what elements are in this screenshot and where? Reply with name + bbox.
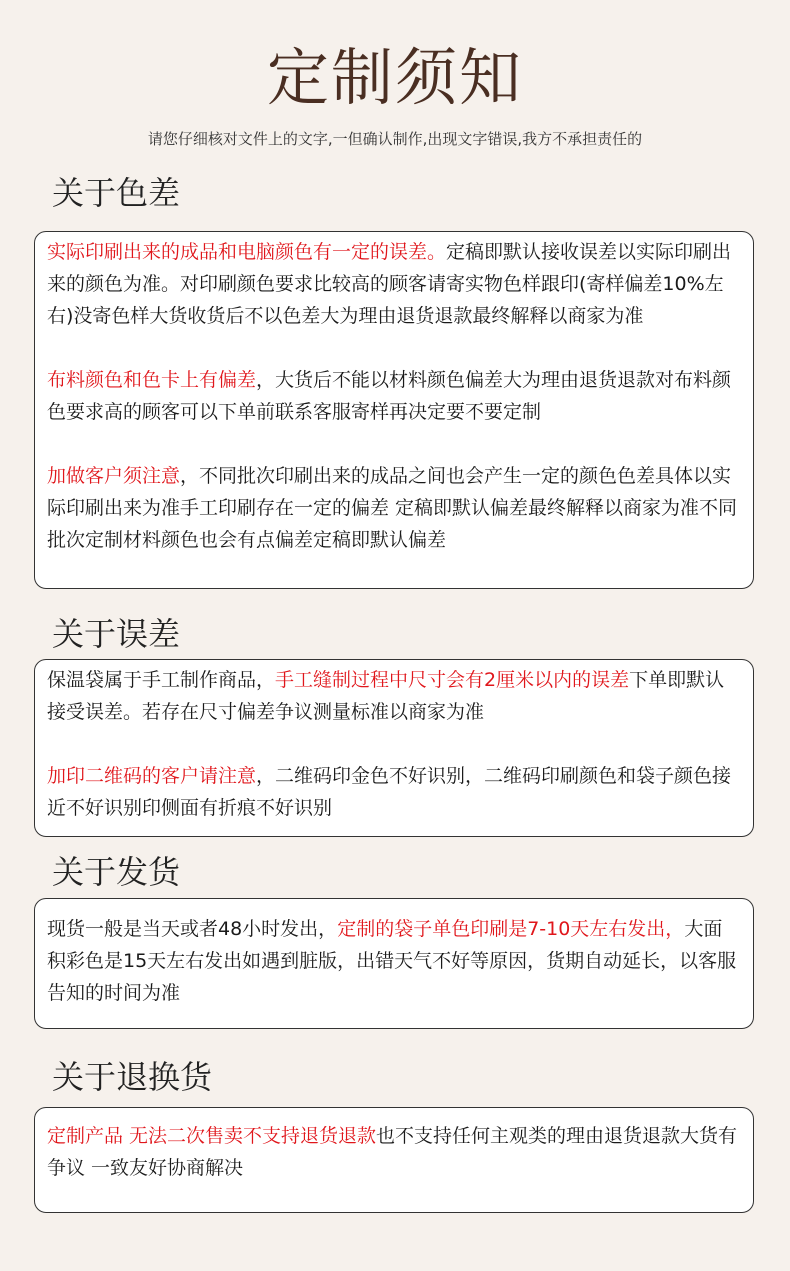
body-text: ，二维码印金色不好识别，二维码印刷颜色和袋子颜色接近不好识别印侧面有折痕不好识别 bbox=[47, 765, 732, 819]
highlight-text: 布料颜色和色卡上有偏差 bbox=[47, 369, 257, 391]
page-title: 定制须知 bbox=[266, 41, 523, 114]
highlight-text: 手工缝制过程中尺寸会有2厘米以内的误差 bbox=[275, 669, 630, 691]
body-text: ，不同批次印刷出来的成品之间也会产生一定的颜色色差具体以实际印刷出来为准手工印刷存在一定的偏差 定稿即默认偏差最终解释以商家为准不同批次定制材料颜色也会有点偏差定稿即默认偏差 bbox=[47, 465, 738, 551]
body-text: 定稿即默认接收误差以实际印刷出来的颜色为准。对印刷颜色要求比较高的顾客请寄实物色样跟印(寄样偏差10%左右)没寄色样大货收货后不以色差大为理由退货退款最终解释以商家为准 bbox=[47, 241, 732, 327]
returns-paragraph bbox=[47, 1120, 741, 1184]
body-text: 保温袋属于手工制作商品， bbox=[47, 669, 276, 691]
returns-box bbox=[34, 1107, 754, 1213]
size-error-box bbox=[34, 659, 754, 837]
section-heading-returns: 关于退换货 bbox=[52, 1058, 213, 1096]
highlight-text: 加做客户须注意 bbox=[47, 465, 181, 487]
section-heading-shipping: 关于发货 bbox=[52, 853, 181, 891]
highlight-text: 加印二维码的客户请注意 bbox=[47, 765, 257, 787]
body-text: 也不支持任何主观类的理由退货退款大货有争议 一致友好协商解决 bbox=[47, 1125, 738, 1179]
shipping-box bbox=[34, 898, 754, 1029]
color-difference-box bbox=[34, 231, 754, 589]
page-subtitle: 请您仔细核对文件上的文字,一但确认制作,出现文字错误,我方不承担责任的 bbox=[147, 130, 643, 148]
body-text: 大面积彩色是15天左右发出如遇到脏版，出错天气不好等原因，货期自动延长，以客服告知的时间为准 bbox=[47, 918, 737, 1004]
color-difference-paragraph-2 bbox=[47, 364, 741, 428]
color-difference-paragraph-3 bbox=[47, 460, 741, 556]
size-error-paragraph-1 bbox=[47, 664, 741, 728]
section-heading-color-difference: 关于色差 bbox=[52, 174, 181, 212]
shipping-paragraph bbox=[47, 913, 741, 1009]
body-text: 下单即默认接受误差。若存在尺寸偏差争议测量标准以商家为准 bbox=[47, 669, 725, 723]
size-error-paragraph-2 bbox=[47, 760, 741, 824]
highlight-text: 定制产品 无法二次售卖不支持退货退款 bbox=[47, 1125, 377, 1147]
color-difference-paragraph-1 bbox=[47, 236, 741, 332]
body-text: 现货一般是当天或者48小时发出， bbox=[47, 918, 338, 940]
section-heading-size-error: 关于误差 bbox=[52, 615, 181, 653]
body-text: ，大货后不能以材料颜色偏差大为理由退货退款对布料颜色要求高的顾客可以下单前联系客服寄样再决定要不要定制 bbox=[47, 369, 732, 423]
highlight-text: 定制的袋子单色印刷是7-10天左右发出， bbox=[337, 918, 685, 940]
highlight-text: 实际印刷出来的成品和电脑颜色有一定的误差。 bbox=[47, 241, 447, 263]
